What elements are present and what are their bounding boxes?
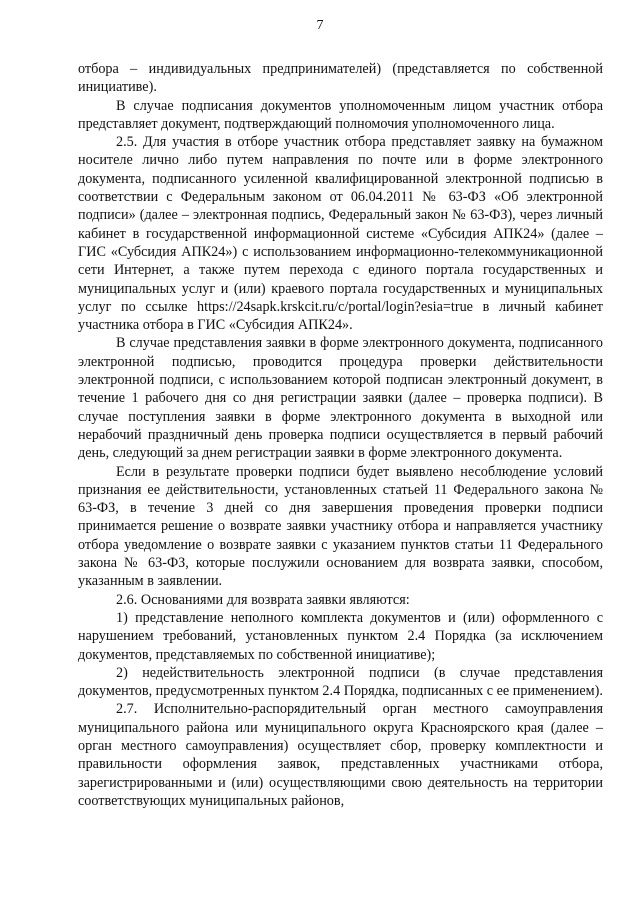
paragraph-2-7: 2.7. Исполнительно-распорядительный орган местного самоуправления муниципального района или муниципального округа Красноярского края (далее – орган местного самоуправления) осуществляет сбор, проверку комплектности и правильности оформления заявок, представленных участниками отбора, зарегистрированными и (или) осуществляющими свою деятельность на территории соответствующих муниципальных районов, <box>78 701 603 809</box>
paragraph-signature-failure: Если в результате проверки подписи будет выявлено несоблюдение условий признания ее действительности, установленных статьей 11 Федерального закона № 63-ФЗ, в течение 3 дней со дня завершения проведения проверки подписи принимается решение о возврате заявки участнику отбора и направляется участнику отбора уведомление о возврате заявки с указанием пунктов статьи 11 Федерального закона № 63-ФЗ, которые послужили основанием для возврата заявки, способом, указанным в заявлении. <box>78 463 603 590</box>
paragraph-2-5: 2.5. Для участия в отборе участник отбора представляет заявку на бумажном носителе лично либо путем направления по почте или в форме электронного документа, подписанного усиленной квалифицированной электронной подписью в соответствии с Федеральным законом от 06.04.2011 № 63-ФЗ «Об электронной подписи» (далее – электронная подпись, Федеральный закон № 63-ФЗ), через личный кабинет в государственной информационной системе «Субсидия АПК24» (далее – ГИС «Субсидия АПК24») с использованием информационно-телекоммуникационной сети Интернет, а также путем перехода с единого портала государственных и муниципальных услуг и (или) краевого портала государственных и муниципальных услуг по ссылке https://24sapk.krskcit.ru/c/portal/login?esia=true в личный кабинет участника отбора в ГИС «Субсидия АПК24». <box>78 134 603 334</box>
paragraph-authorized-person: В случае подписания документов уполномоченным лицом участник отбора представляет документ, подтверждающий полномочия уполномоченного лица. <box>78 97 603 132</box>
page-number: 7 <box>316 18 324 33</box>
paragraph-continuation: отбора – индивидуальных предпринимателей) (представляется по собственной инициативе). <box>78 61 603 96</box>
paragraph-reason-1: 1) представление неполного комплекта документов и (или) оформленного с нарушением требований, установленных пунктом 2.4 Порядка (за исключением документов, представляемых по собственной инициативе); <box>78 609 603 663</box>
paragraph-signature-check: В случае представления заявки в форме электронного документа, подписанного электронной подписью, проводится процедура проверки действительности электронной подписи, с использованием которой подписан электронный документ, в течение 1 рабочего дня со дня регистрации заявки (далее – проверка подписи). В случае поступления заявки в форме электронного документа в выходной или нерабочий праздничный день проверка подписи осуществляется в первый рабочий день, следующий за днем регистрации заявки в форме электронного документа. <box>78 335 603 462</box>
paragraph-2-6: 2.6. Основаниями для возврата заявки являются: <box>116 591 410 608</box>
document-body <box>78 60 603 810</box>
paragraph-reason-2: 2) недействительность электронной подписи (в случае представления документов, предусмотренных пунктом 2.4 Порядка, подписанных с ее применением). <box>78 664 603 700</box>
